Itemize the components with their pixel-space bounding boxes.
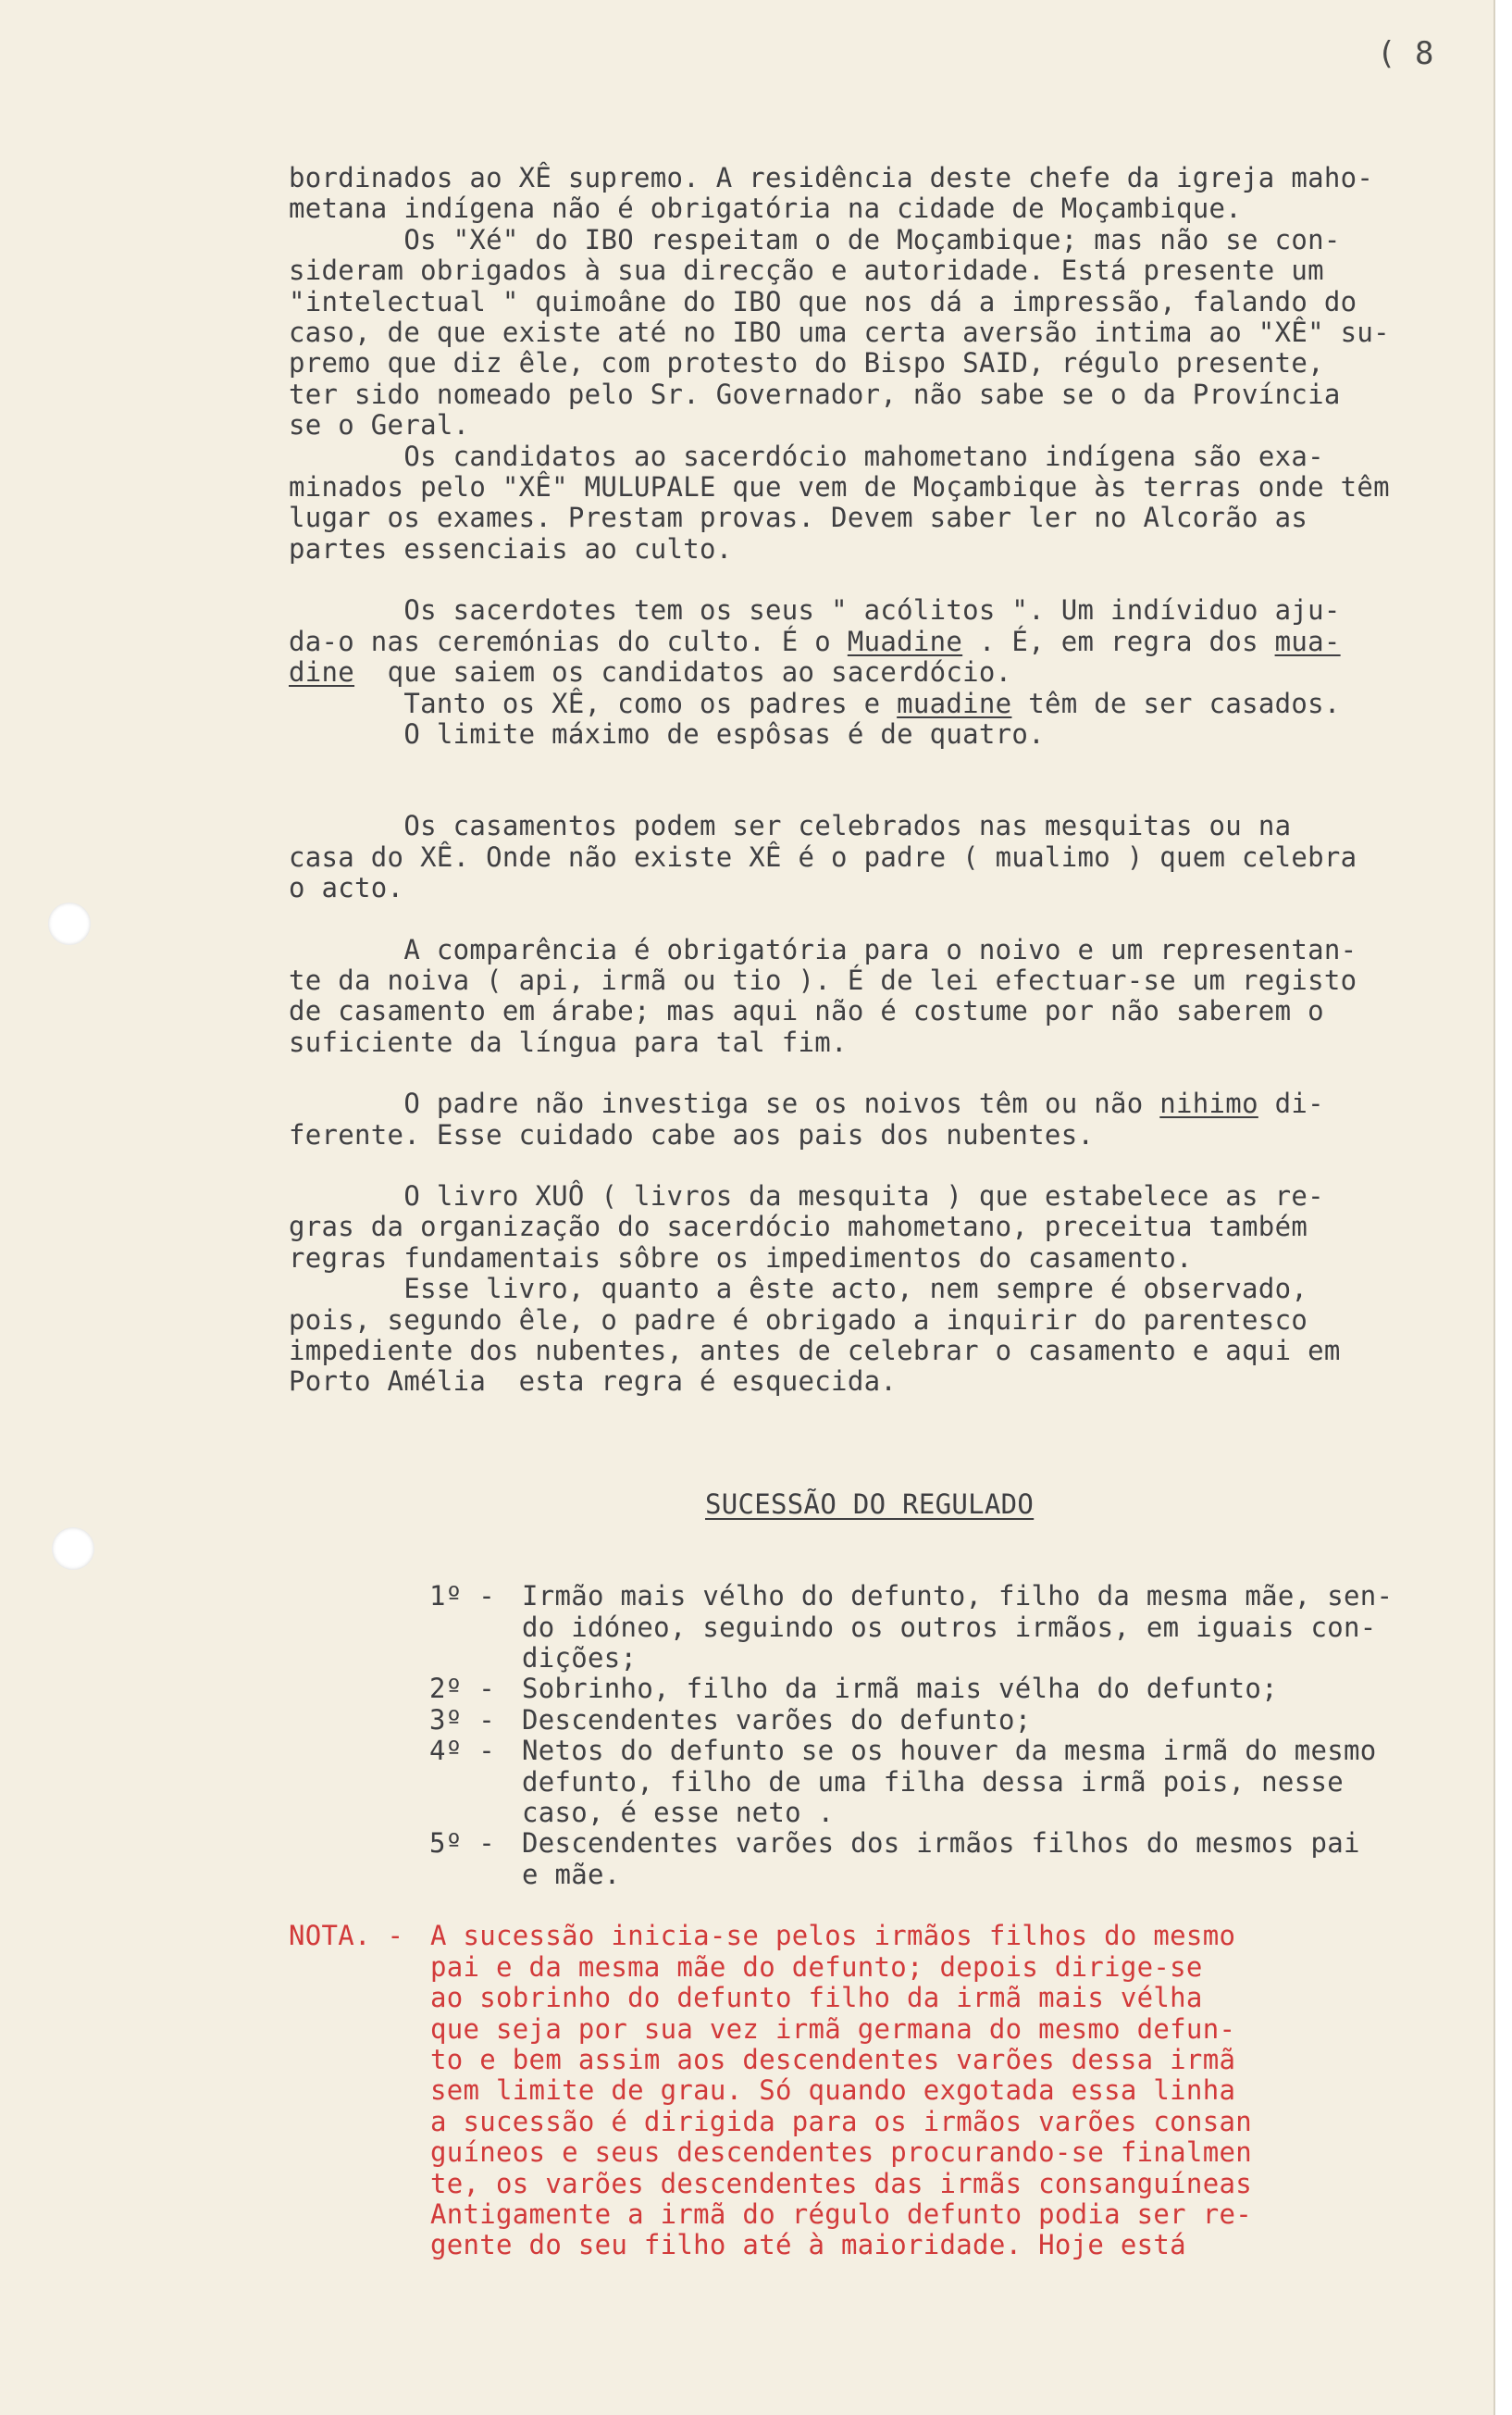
paragraph-4-end: que saiem os candidatos ao sacerdócio. (354, 656, 1012, 689)
term-muadine-plural: mua- dine (289, 625, 1341, 689)
paragraph-9: O livro XUÔ ( livros da mesquita ) que estabelece as re- gras da organização do sacerdócio mahometano, preceitua também regras fundamentais sôbre os impedimentos do casamento. Esse livro, quanto a êste acto, nem sempre é observado, pois, segundo êle, o padre é obrigado a inquirir do parentesco impediente dos nubentes, antes de celebrar o casamento e aqui em Porto Amélia esta regra é esquecida. (289, 1179, 1341, 1398)
spacer (289, 565, 1482, 595)
paragraph-2: Os "Xé" do IBO respeitam o de Moçambique; mas não se con- sideram obrigados à sua direcção e autoridade. Está presente um "intelectual " quimoâne do IBO que nos dá a impressão, falando do caso, de que existe até no IBO uma certa aversão intima ao "XÊ" su- premo que diz êle, com protesto do Bispo SAID, régulo presente, ter sido nomeado pelo Sr. Governador, não sabe se o da Província se o Geral. (289, 223, 1390, 442)
term-muadine-2: muadine (897, 687, 1012, 719)
spacer (289, 1890, 1482, 1921)
typed-text (289, 163, 1482, 2261)
list-item-number: 4º - (429, 1735, 496, 1767)
spacer (289, 1459, 1482, 1489)
list-item-text: Sobrinho, filho da irmã mais vélha do defunto; (522, 1673, 1278, 1705)
paragraph-4 (289, 595, 1482, 688)
paragraph-5-start: Tanto os XÊ, como os padres e (289, 687, 898, 719)
list-item (429, 1581, 1482, 1674)
punch-hole-top (48, 903, 91, 945)
list-item (429, 1736, 1482, 1828)
nota-label: NOTA. - (289, 1920, 404, 1952)
page-number: ( 8 (1377, 35, 1434, 72)
punch-hole-bottom (52, 1527, 94, 1570)
list-item-number: 2º - (429, 1673, 496, 1705)
term-muadine: Muadine (847, 625, 963, 657)
list-item-text: Descendentes varões dos irmãos filhos do mesmos pai e mãe. (522, 1827, 1360, 1890)
spacer (289, 904, 1482, 935)
list-item-number: 5º - (429, 1827, 496, 1860)
spacer (289, 1520, 1482, 1550)
list-item (429, 1828, 1482, 1890)
spacer (289, 750, 1482, 811)
list-item-text: Netos do defunto se os houver da mesma irmã do mesmo defunto, filho de uma filha dessa irmã pois, nesse caso, é esse neto . (522, 1735, 1377, 1829)
paragraph-8-start: O padre não investiga se os noivos têm ou não (289, 1088, 1160, 1120)
list-item (429, 1705, 1482, 1736)
spacer (289, 1398, 1482, 1459)
list-item (429, 1674, 1482, 1704)
list-item-text: Irmão mais vélho do defunto, filho da mesma mãe, sen- do idóneo, seguindo os outros irmãos, em iguais con- dições; (522, 1580, 1394, 1674)
paragraph-4-start: Os sacerdotes tem os seus " acólitos ". Um indíviduo aju- da-o nas ceremónias do culto. É o (289, 594, 1341, 657)
list-item-number: 1º - (429, 1580, 496, 1612)
paragraph-7: A comparência é obrigatória para o noivo e um representan- te da noiva ( api, irmã ou tio ). É de lei efectuar-se um registo de casamento em árabe; mas aqui não é costume por não saberem o suficiente da língua para tal fim. (289, 933, 1357, 1058)
spacer (289, 1058, 1482, 1089)
paragraph-5 (289, 689, 1482, 751)
paragraph-4-middle: . É, em regra dos (962, 625, 1275, 657)
spacer (289, 1550, 1482, 1581)
nota-text: A sucessão inicia-se pelos irmãos filhos do mesmo pai e da mesma mãe do defunto; depois dirige-se ao sobrinho do defunto filho da irmã mais vélha que seja por sua vez irmã germana do mesmo defun- to e bem assim aos descendentes varões dessa irmã sem limite de grau. Só quando exgotada essa linha a sucessão é dirigida para os irmãos varões consan guíneos e seus descendentes procurando-se finalmen te, os varões descendentes das irmãs consanguíneas Antigamente a irmã do régulo defunto podia ser re- gente do seu filho até à maioridade. Hoje está (430, 1920, 1252, 2261)
spacer (289, 1151, 1482, 1181)
succession-list (289, 1581, 1482, 1890)
list-item-number: 3º - (429, 1703, 496, 1736)
section-heading: SUCESSÃO DO REGULADO (705, 1488, 1035, 1520)
paragraph-3: Os candidatos ao sacerdócio mahometano indígena são exa- minados pelo "XÊ" MULUPALE que vem de Moçambique às terras onde têm lugar os exames. Prestam provas. Devem saber ler no Alcorão as partes essenciais ao culto. (289, 440, 1390, 565)
paragraph-1: bordinados ao XÊ supremo. A residência deste chefe da igreja maho- metana indígena não é obrigatória na cidade de Moçambique. (289, 162, 1374, 225)
paragraph-8 (289, 1089, 1482, 1151)
nota-block (289, 1921, 1482, 2260)
list-item-text: Descendentes varões do defunto; (522, 1703, 1032, 1736)
paragraph-8-end: di- ferente. Esse cuidado cabe aos pais dos nubentes. (289, 1088, 1324, 1151)
paragraph-5-end: têm de ser casados. O limite máximo de espôsas é de quatro. (403, 687, 1341, 750)
term-nihimo: nihimo (1159, 1088, 1258, 1120)
paragraph-6: Os casamentos podem ser celebrados nas mesquitas ou na casa do XÊ. Onde não existe XÊ é o padre ( mualimo ) quem celebra o acto. (289, 810, 1357, 904)
